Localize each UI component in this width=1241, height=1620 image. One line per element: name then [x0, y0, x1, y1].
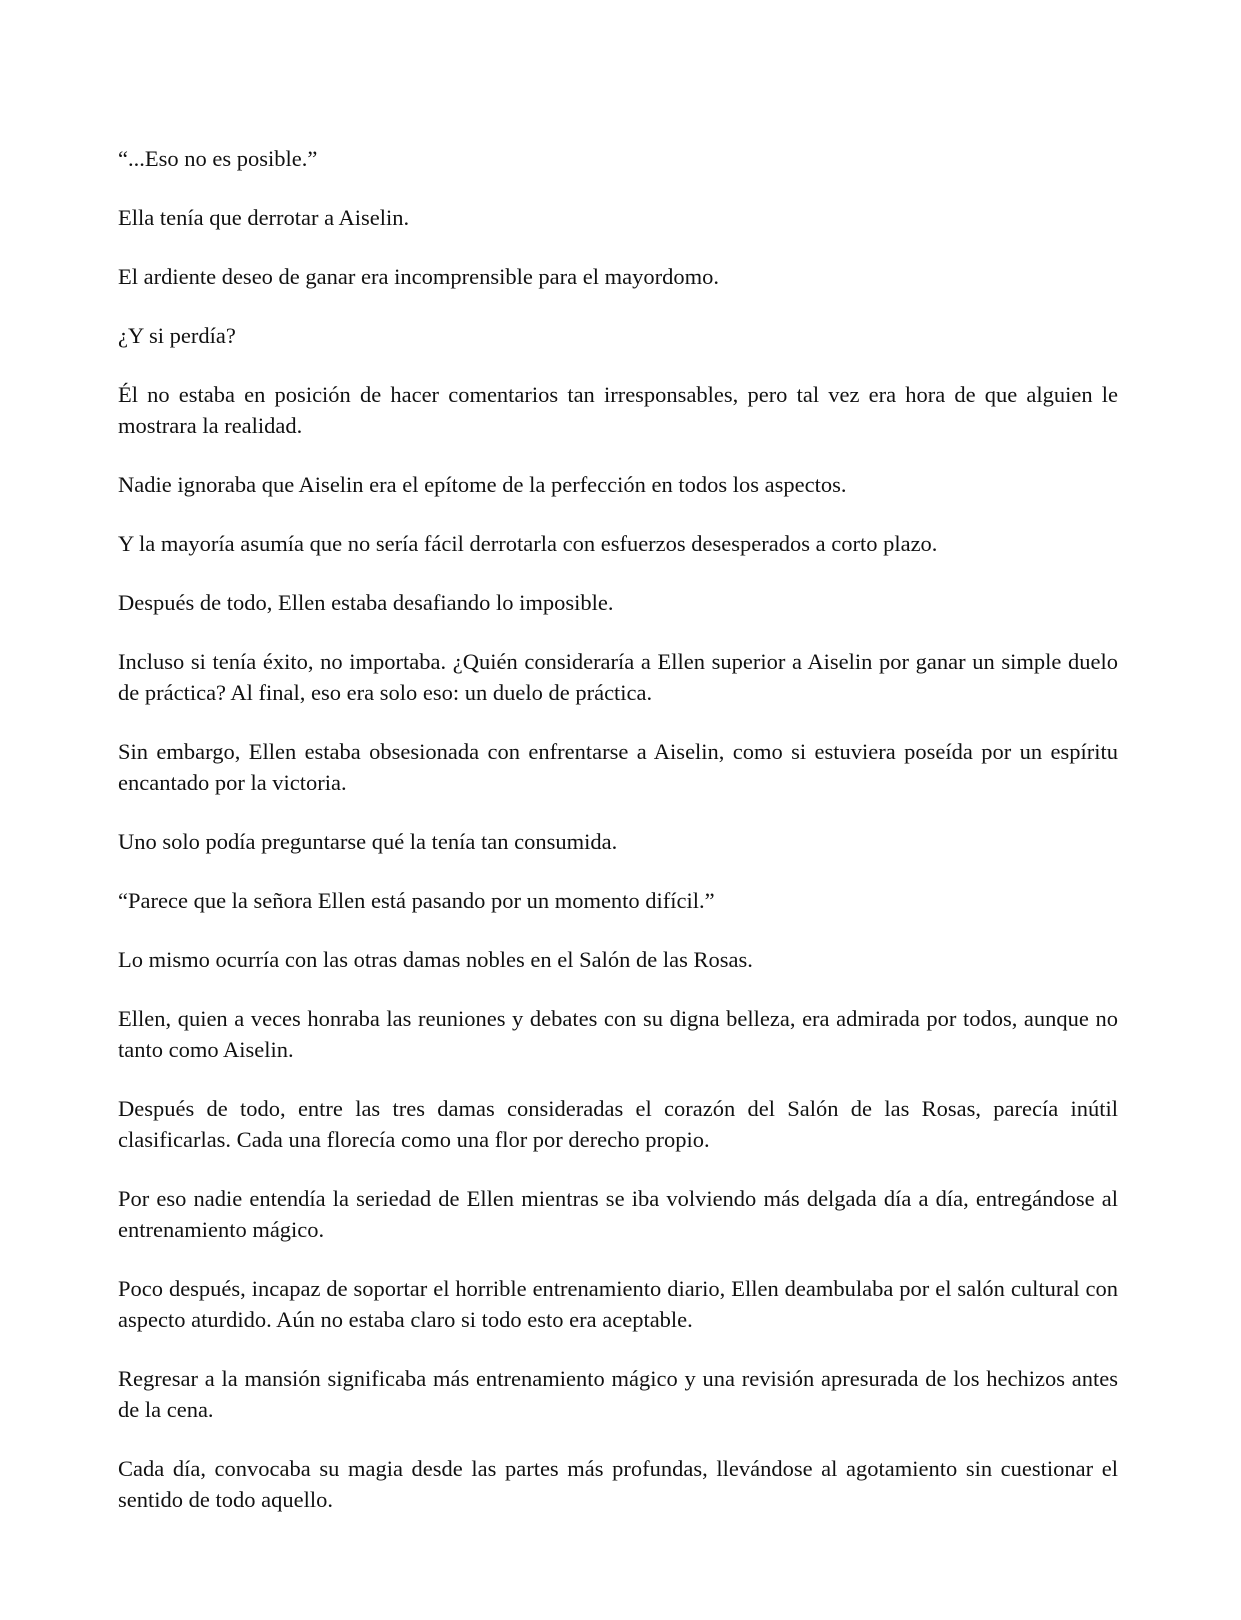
- document-body: [118, 143, 1118, 1543]
- paragraph: Regresar a la mansión significaba más entrenamiento mágico y una revisión apresurada de los hechizos antes de la cena.: [118, 1366, 1118, 1422]
- paragraph: Incluso si tenía éxito, no importaba. ¿Quién consideraría a Ellen superior a Aiselin por ganar un simple duelo de práctica? Al final, eso era solo eso: un duelo de práctica.: [118, 649, 1118, 705]
- paragraph: Ella tenía que derrotar a Aiselin.: [118, 205, 410, 230]
- paragraph: Nadie ignoraba que Aiselin era el epítome de la perfección en todos los aspectos.: [118, 472, 847, 497]
- paragraph: Él no estaba en posición de hacer comentarios tan irresponsables, pero tal vez era hora de que alguien le mostrara la realidad.: [118, 382, 1118, 438]
- paragraph: Poco después, incapaz de soportar el horrible entrenamiento diario, Ellen deambulaba por el salón cultural con aspecto aturdido. Aún no estaba claro si todo esto era aceptable.: [118, 1276, 1118, 1332]
- paragraph: ¿Y si perdía?: [118, 323, 236, 348]
- paragraph: “Parece que la señora Ellen está pasando por un momento difícil.”: [118, 888, 715, 913]
- paragraph: Después de todo, Ellen estaba desafiando lo imposible.: [118, 590, 614, 615]
- paragraph: Sin embargo, Ellen estaba obsesionada con enfrentarse a Aiselin, como si estuviera poseída por un espíritu encantado por la victoria.: [118, 739, 1118, 795]
- paragraph: Lo mismo ocurría con las otras damas nobles en el Salón de las Rosas.: [118, 947, 753, 972]
- paragraph: Y la mayoría asumía que no sería fácil derrotarla con esfuerzos desesperados a corto plazo.: [118, 531, 938, 556]
- paragraph: El ardiente deseo de ganar era incomprensible para el mayordomo.: [118, 264, 719, 289]
- paragraph: “...Eso no es posible.”: [118, 146, 318, 171]
- paragraph: Uno solo podía preguntarse qué la tenía tan consumida.: [118, 829, 618, 854]
- paragraph: Por eso nadie entendía la seriedad de Ellen mientras se iba volviendo más delgada día a día, entregándose al entrenamiento mágico.: [118, 1186, 1118, 1242]
- paragraph: Cada día, convocaba su magia desde las partes más profundas, llevándose al agotamiento sin cuestionar el sentido de todo aquello.: [118, 1456, 1118, 1512]
- paragraph: Después de todo, entre las tres damas consideradas el corazón del Salón de las Rosas, parecía inútil clasificarlas. Cada una florecía como una flor por derecho propio.: [118, 1096, 1118, 1152]
- paragraph: Ellen, quien a veces honraba las reuniones y debates con su digna belleza, era admirada por todos, aunque no tanto como Aiselin.: [118, 1006, 1118, 1062]
